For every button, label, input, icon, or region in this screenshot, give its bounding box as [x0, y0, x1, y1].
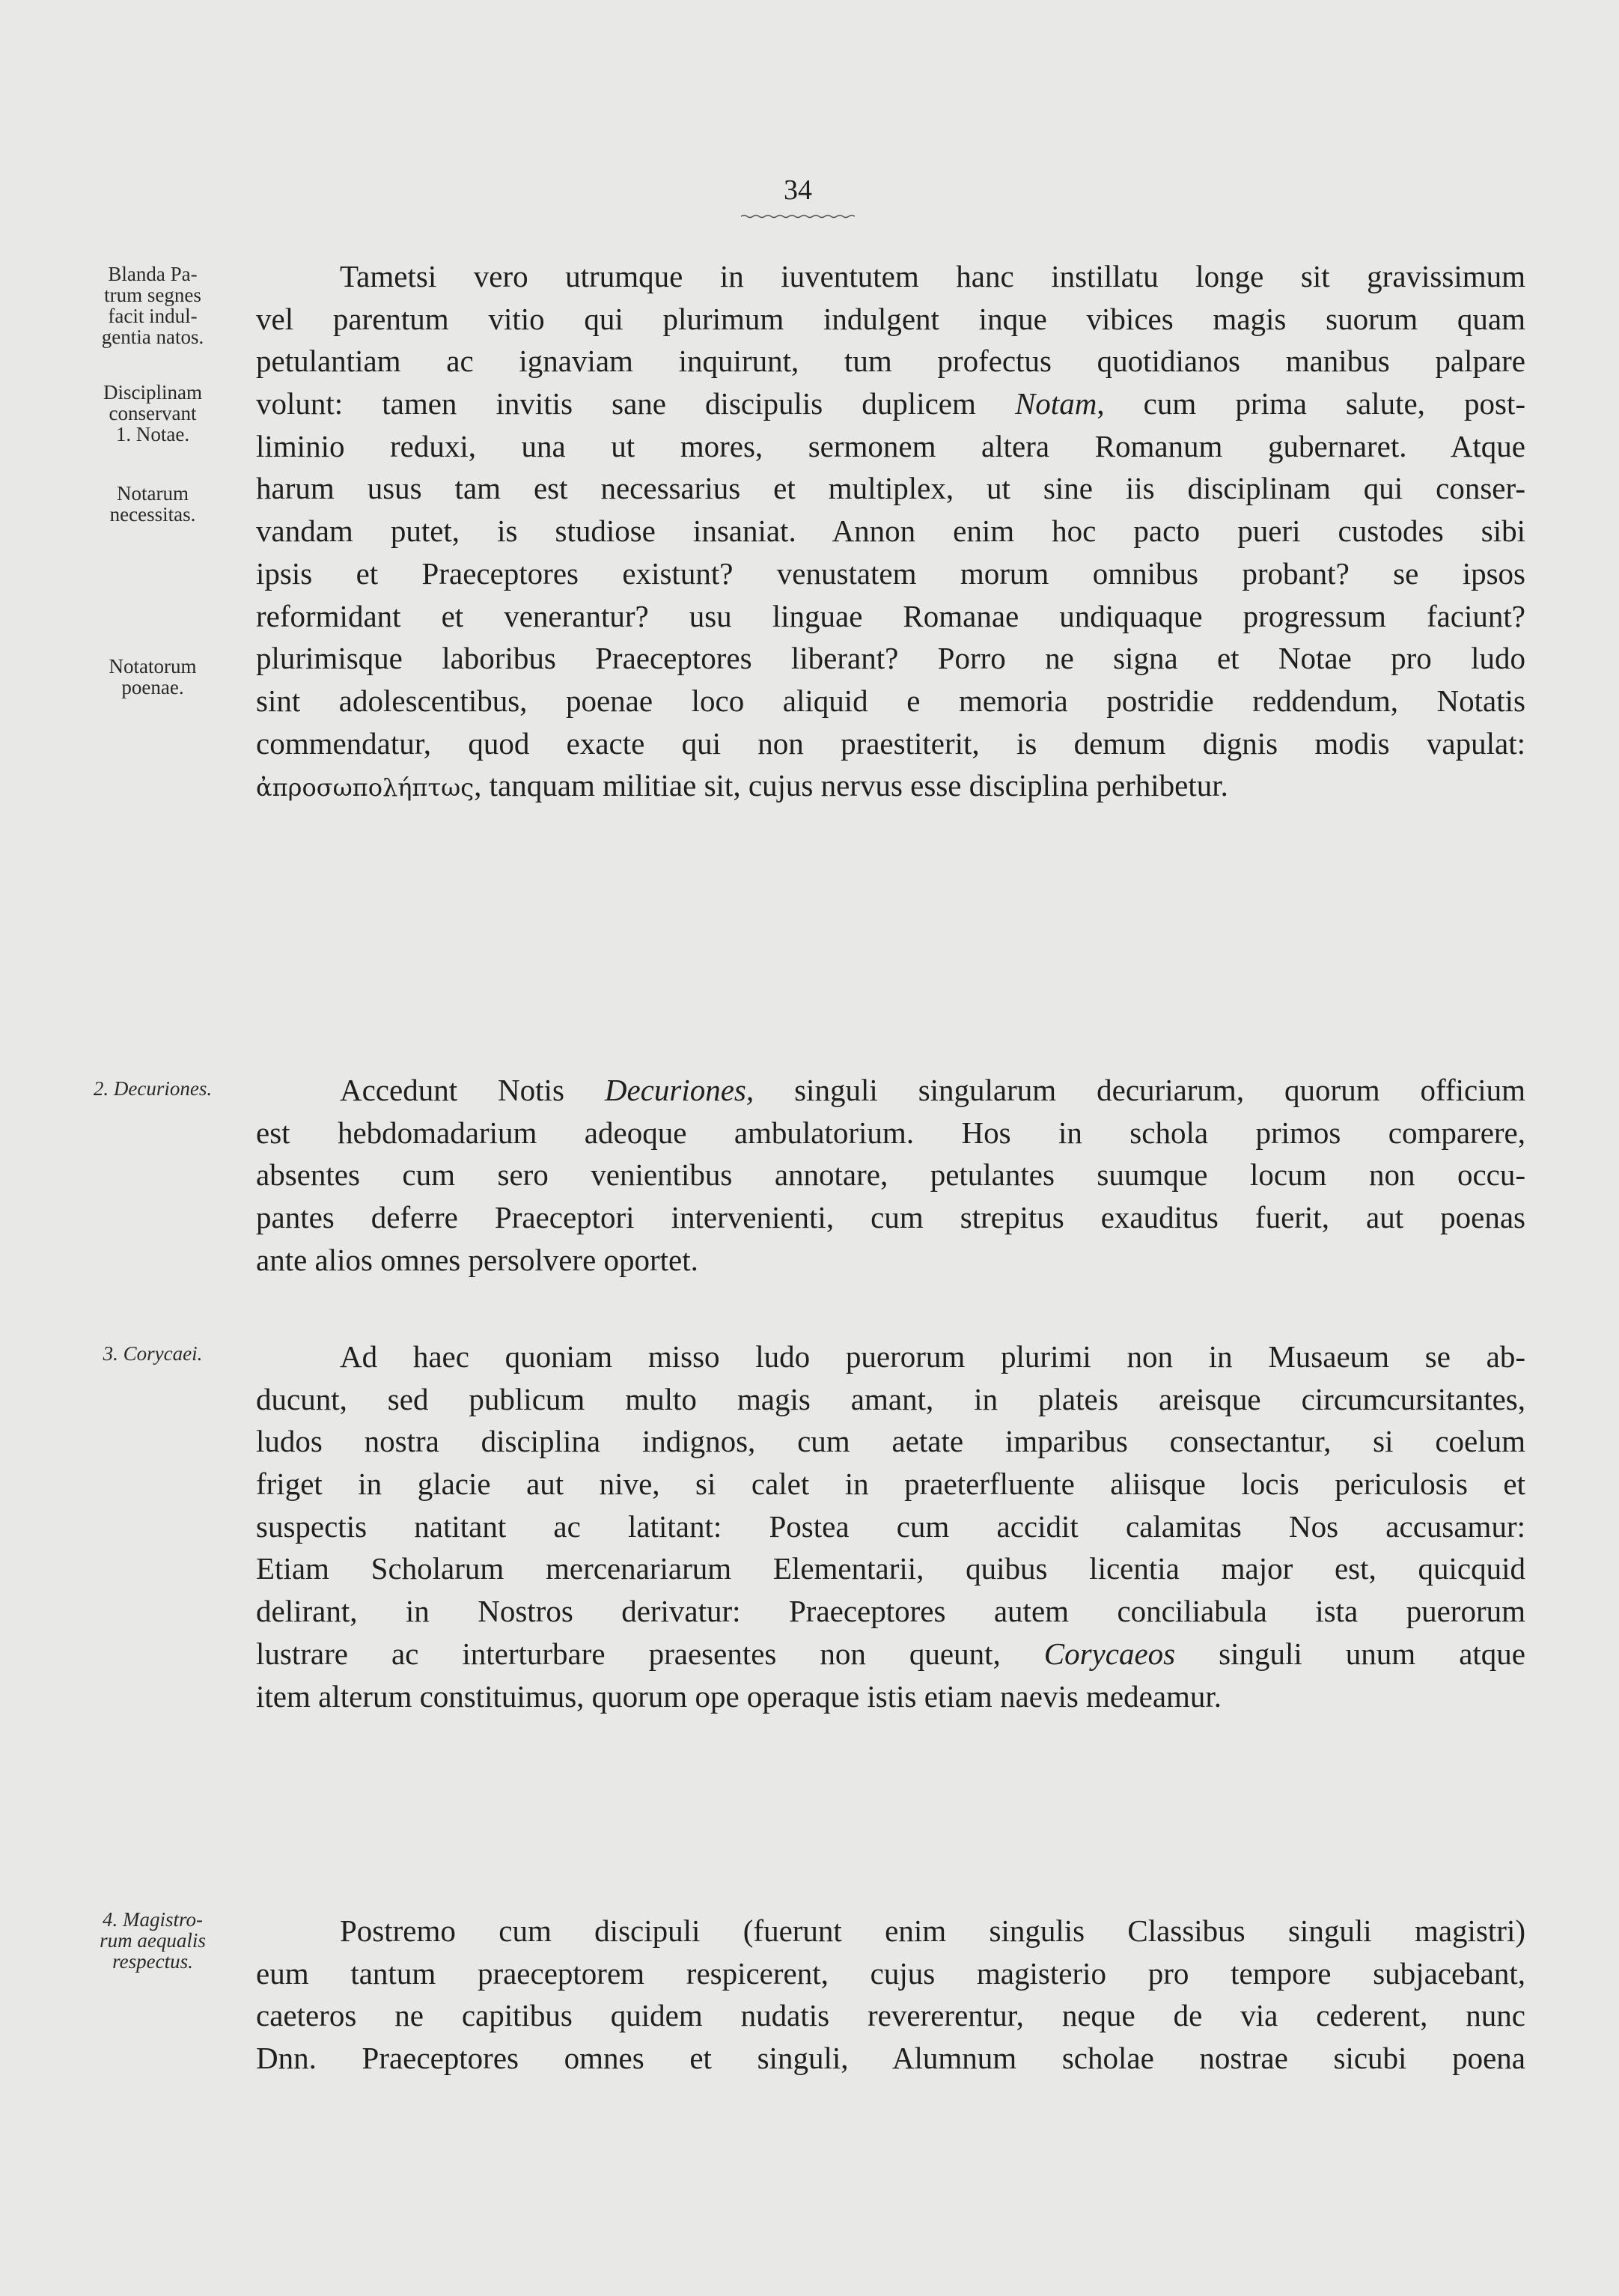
text-line: [256, 1590, 1525, 1633]
text-line-content: [256, 1505, 1525, 1548]
text-line-content: [340, 1336, 1525, 1378]
text-line: [256, 1154, 1525, 1196]
margin-note-line: 1. Notae.: [115, 423, 190, 445]
text-line-content: [256, 764, 1525, 809]
text-line: [256, 722, 1525, 765]
text-line: [256, 1633, 1525, 1675]
paragraph: [256, 1336, 1525, 1717]
paragraph: [256, 1910, 1525, 2080]
text-line-content: [340, 255, 1525, 298]
text-segment: caeteros ne capitibus quidem nudatis revererentur, neque de via cederent, nunc: [256, 1998, 1525, 2033]
text-line-content: [256, 383, 1525, 425]
text-segment: singuli unum atque: [1175, 1636, 1525, 1671]
text-segment: Tametsi vero utrumque in iuventutem hanc instillatu longe sit gravissimum: [340, 259, 1525, 293]
margin-note: [63, 264, 243, 347]
text-line: [256, 1463, 1525, 1505]
margin-note-line: poenae.: [121, 676, 184, 698]
text-line: [256, 510, 1525, 552]
margin-note-line: conservant: [109, 402, 197, 424]
text-segment: Ad haec quoniam misso ludo puerorum plurimi non in Musaeum se ab-: [340, 1339, 1525, 1374]
text-line-content: [256, 2037, 1525, 2080]
text-line-content: [256, 595, 1525, 638]
text-line: [256, 1505, 1525, 1548]
text-line-content: [256, 1675, 1525, 1718]
text-line: [256, 1336, 1525, 1378]
text-segment: delirant, in Nostros derivatur: Praeceptores autem conciliabula ista puerorum: [256, 1594, 1525, 1629]
text-segment: commendatur, quod exacte qui non praestiterit, is demum dignis modis vapulat:: [256, 725, 1525, 761]
page-number: 34: [784, 174, 812, 206]
text-segment: ante alios omnes persolvere oportet.: [256, 1242, 698, 1277]
text-segment: sint adolescentibus, poenae loco aliquid e memoria postridie reddendum, Notatis: [256, 683, 1525, 718]
text-segment: liminio reduxi, una ut mores, sermonem altera Romanum gubernaret. Atque: [256, 428, 1525, 463]
text-line: [256, 467, 1525, 510]
margin-note-line: rum aequalis: [100, 1929, 206, 1952]
margin-note-line: trum segnes: [104, 284, 201, 306]
margin-note-line: facit indul-: [108, 305, 198, 327]
text-segment: ducunt, sed publicum multo magis amant, in plateis areisque circumcursitantes,: [256, 1381, 1525, 1416]
paragraph: [256, 1069, 1525, 1281]
text-segment: Dnn. Praeceptores omnes et singuli, Alumnum scholae nostrae sicubi poena: [256, 2041, 1525, 2076]
text-line: [256, 1112, 1525, 1154]
text-segment: pantes deferre Praeceptori intervenienti, cum strepitus exauditus fuerit, aut poenas: [256, 1200, 1525, 1235]
text-segment: friget in glacie aut nive, si calet in praeterfluente aliisque locis periculosis et: [256, 1467, 1525, 1502]
text-line-content: [340, 1069, 1525, 1112]
text-line: [256, 764, 1525, 807]
text-line: [256, 383, 1525, 425]
text-line-content: [256, 1378, 1525, 1421]
text-segment: harum usus tam est necessarius et multiplex, ut sine iis disciplinam qui conser-: [256, 471, 1525, 506]
margin-note-line: 2. Decuriones.: [93, 1077, 213, 1100]
text-line: [256, 595, 1525, 638]
margin-note-line: 4. Magistro-: [103, 1908, 203, 1931]
text-segment: eum tantum praeceptorem respicerent, cujus magisterio pro tempore subjacebant,: [256, 1955, 1525, 1991]
margin-note: [63, 1343, 243, 1364]
text-segment: absentes cum sero venientibus annotare, petulantes suumque locum non occu-: [256, 1157, 1525, 1193]
margin-note-line: Notatorum: [109, 655, 197, 677]
text-segment: Etiam Scholarum mercenariarum Elementarii, quibus licentia major est, quicquid: [256, 1551, 1525, 1586]
text-line: [256, 1675, 1525, 1718]
margin-note: [63, 656, 243, 698]
text-line: [256, 1196, 1525, 1239]
text-line: [256, 340, 1525, 383]
text-line: [256, 1239, 1525, 1282]
text-segment: suspectis natitant ac latitant: Postea cum accidit calamitas Nos accusamur:: [256, 1508, 1525, 1544]
text-segment: plurimisque laboribus Praeceptores liberant? Porro ne signa et Notae pro ludo: [256, 641, 1525, 676]
text-segment: ipsis et Praeceptores existunt? venustatem morum omnibus probant? se ipsos: [256, 555, 1525, 591]
text-line-content: [256, 680, 1525, 722]
text-line-content: [256, 722, 1525, 765]
margin-note-line: Notarum: [117, 482, 189, 505]
text-segment: ludos nostra disciplina indignos, cum aetate imparibus consectantur, si coelum: [256, 1424, 1525, 1459]
text-line: [256, 2037, 1525, 2080]
text-line-content: [256, 340, 1525, 383]
page-number-ornament: [741, 214, 855, 219]
text-line: [256, 1069, 1525, 1112]
margin-note: [63, 382, 243, 445]
margin-note: [63, 1909, 243, 1972]
text-line-content: [256, 1952, 1525, 1995]
text-line: [256, 680, 1525, 722]
text-line: [256, 1994, 1525, 2037]
text-line-content: [256, 510, 1525, 552]
text-line-content: [256, 552, 1525, 595]
text-segment: , tanquam militiae sit, cujus nervus esse disciplina perhibetur.: [474, 768, 1228, 803]
margin-note-line: 3. Corycaei.: [103, 1342, 203, 1365]
text-line: [256, 1910, 1525, 1952]
margin-note-line: Blanda Pa-: [108, 263, 198, 285]
margin-note: [63, 1078, 243, 1099]
text-line-content: [256, 1420, 1525, 1463]
text-line-content: [256, 637, 1525, 680]
text-line: [256, 1547, 1525, 1590]
text-line-content: [256, 467, 1525, 510]
text-line-content: [340, 1910, 1525, 1952]
text-line-content: [256, 1463, 1525, 1505]
text-segment: Accedunt Notis: [340, 1073, 605, 1107]
text-line-content: [256, 298, 1525, 341]
text-line: [256, 1378, 1525, 1421]
text-line-content: [256, 1154, 1525, 1196]
text-line-content: [256, 1633, 1525, 1675]
text-line-content: [256, 425, 1525, 468]
text-segment: vandam putet, is studiose insaniat. Annon enim hoc pacto pueri custodes sibi: [256, 514, 1525, 549]
greek-word: ἀπροσωπολήπτως: [256, 773, 475, 803]
text-line: [256, 425, 1525, 468]
italic-term: Notam: [1014, 386, 1097, 421]
text-line-content: [256, 1196, 1525, 1239]
text-line: [256, 255, 1525, 298]
text-line-content: [256, 1590, 1525, 1633]
margin-note-line: necessitas.: [109, 503, 196, 526]
text-line: [256, 298, 1525, 341]
text-line: [256, 637, 1525, 680]
text-line-content: [256, 1547, 1525, 1590]
margin-note: [63, 483, 243, 525]
text-segment: lustrare ac interturbare praesentes non queunt,: [256, 1636, 1044, 1671]
paragraph: [256, 255, 1525, 807]
italic-term: Decuriones,: [604, 1073, 754, 1107]
text-segment: volunt: tamen invitis sane discipulis duplicem: [256, 386, 1015, 421]
text-line: [256, 552, 1525, 595]
text-line-content: [256, 1994, 1525, 2037]
text-line-content: [256, 1239, 1525, 1282]
margin-note-line: Disciplinam: [103, 381, 202, 404]
text-segment: singuli singularum decuriarum, quorum officium: [754, 1073, 1525, 1107]
text-line: [256, 1420, 1525, 1463]
text-segment: petulantiam ac ignaviam inquirunt, tum profectus quotidianos manibus palpare: [256, 344, 1525, 379]
text-segment: vel parentum vitio qui plurimum indulgent inque vibices magis suorum quam: [256, 301, 1525, 336]
italic-term: Corycaeos: [1043, 1636, 1176, 1671]
text-line: [256, 1952, 1525, 1995]
margin-note-line: respectus.: [112, 1950, 193, 1973]
text-line-content: [256, 1112, 1525, 1154]
text-segment: reformidant et venerantur? usu linguae Romanae undiquaque progressum faciunt?: [256, 598, 1525, 633]
text-segment: item alterum constituimus, quorum ope operaque istis etiam naevis medeamur.: [256, 1678, 1222, 1714]
text-segment: est hebdomadarium adeoque ambulatorium. Hos in schola primos comparere,: [256, 1115, 1525, 1150]
text-segment: , cum prima salute, post-: [1097, 386, 1525, 421]
margin-note-line: gentia natos.: [101, 326, 204, 348]
text-segment: Postremo cum discipuli (fuerunt enim singulis Classibus singuli magistri): [340, 1913, 1525, 1948]
